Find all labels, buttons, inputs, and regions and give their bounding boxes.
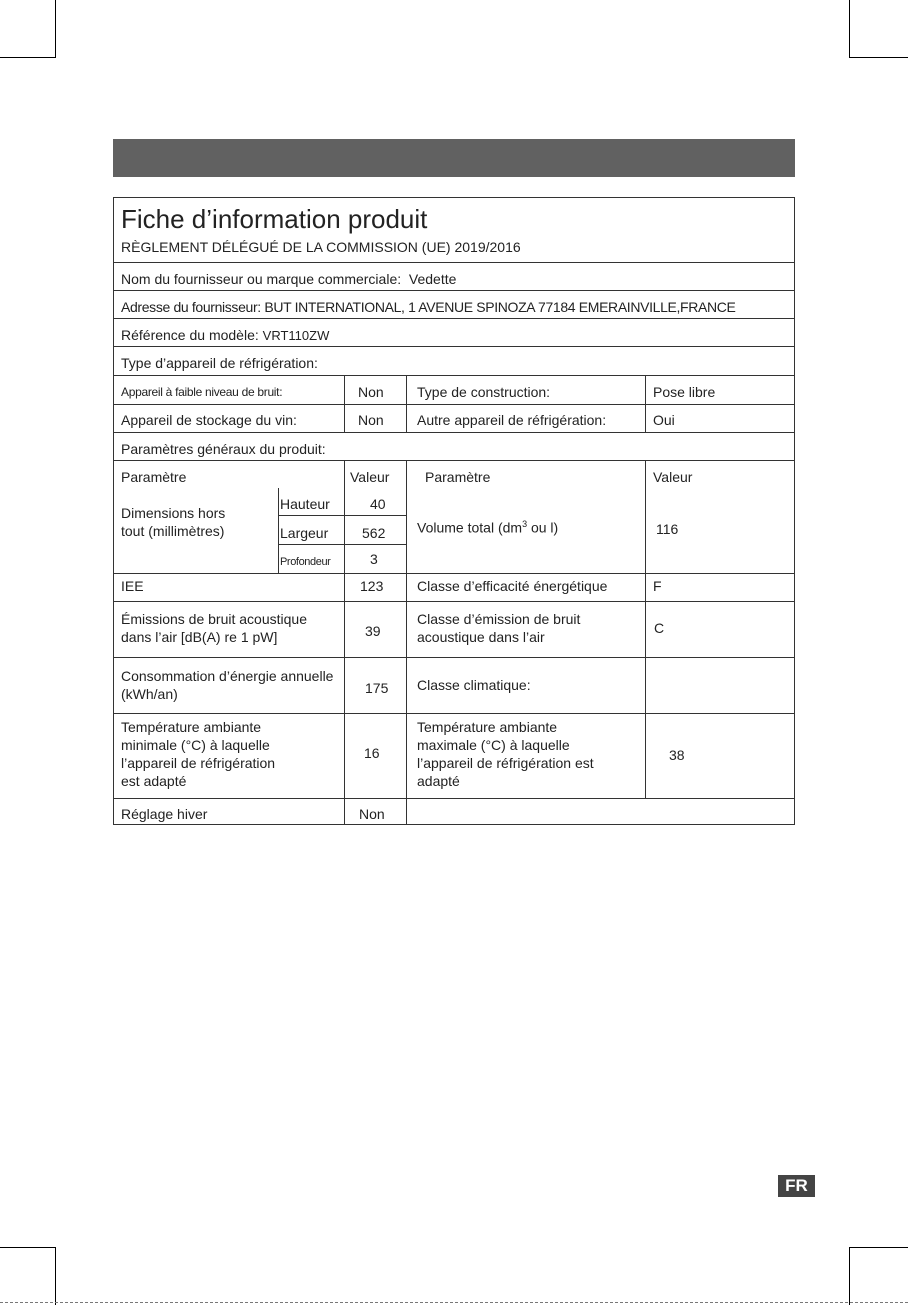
regulation-text: RÈGLEMENT DÉLÉGUÉ DE LA COMMISSION (UE) 2019/2016: [121, 239, 521, 255]
crop-mark-bottom-left-v: [55, 1247, 56, 1305]
depth-label: Profondeur: [280, 556, 331, 568]
rule: [114, 798, 794, 799]
consumption-label: Consommation d’énergie annuelle (kWh/an): [121, 668, 334, 702]
winter-value: Non: [359, 806, 385, 822]
low-noise-value: Non: [358, 384, 384, 400]
crop-mark-top-left-v: [55, 0, 56, 58]
rule: [278, 488, 279, 573]
address-label: Adresse du fournisseur:: [121, 299, 261, 315]
width-label: Largeur: [280, 525, 329, 541]
cut-line: [0, 1302, 908, 1303]
max-temp-value: 38: [669, 747, 685, 763]
winter-label: Réglage hiver: [121, 806, 208, 822]
address-value: BUT INTERNATIONAL, 1 AVENUE SPINOZA 77184 EMERAINVILLE,FRANCE: [264, 299, 736, 315]
supplier-label: Nom du fournisseur ou marque commerciale:: [121, 271, 402, 287]
language-badge: FR: [778, 1175, 815, 1197]
rule: [344, 375, 345, 432]
general-params-label: Paramètres généraux du produit:: [121, 441, 326, 457]
crop-mark-bottom-right-h: [849, 1247, 908, 1248]
volume-label-pre: Volume total (dm: [417, 519, 523, 536]
rule: [114, 432, 794, 433]
model-value: VRT110ZW: [262, 328, 330, 343]
rule: [114, 713, 794, 714]
crop-mark-top-right-v: [849, 0, 850, 58]
iee-label: IEE: [121, 578, 144, 594]
rule: [278, 544, 406, 545]
volume-label-post: ou l): [527, 519, 559, 536]
model-label: Référence du modèle:: [121, 327, 259, 343]
appliance-type-label: Type d’appareil de réfrigération:: [121, 355, 318, 371]
model-row: [121, 326, 329, 345]
address-row: [121, 298, 736, 316]
crop-mark-top-left-h: [0, 57, 56, 58]
energy-class-label: Classe d’efficacité énergétique: [417, 578, 608, 594]
dimensions-label: Dimensions hors tout (millimètres): [121, 505, 226, 539]
climate-label: Classe climatique:: [417, 677, 531, 693]
rule: [114, 346, 794, 347]
noise-class-label: Classe d’émission de bruit acoustique dans l’air: [417, 611, 581, 645]
rule: [114, 601, 794, 602]
noise-label: Émissions de bruit acoustique dans l’air [dB(A) re 1 pW]: [121, 611, 307, 645]
rule: [114, 573, 794, 574]
noise-value: 39: [365, 623, 381, 639]
rule: [114, 262, 794, 263]
supplier-row: [121, 270, 456, 288]
construction-label: Type de construction:: [417, 384, 551, 400]
max-temp-label: Température ambiante maximale (°C) à laquelle l’appareil de réfrigération est adapté: [417, 719, 594, 789]
noise-class-value: C: [654, 620, 665, 636]
rule: [645, 375, 646, 432]
crop-mark-top-right-h: [849, 57, 908, 58]
header-bar: [113, 139, 795, 177]
supplier-value: Vedette: [408, 271, 457, 287]
crop-mark-bottom-right-v: [849, 1247, 850, 1305]
rule: [406, 375, 407, 432]
height-label: Hauteur: [280, 496, 330, 512]
other-value: Oui: [653, 412, 675, 428]
width-value: 562: [362, 525, 386, 541]
iee-value: 123: [360, 578, 384, 594]
col-value-left: Valeur: [350, 469, 390, 485]
rule: [114, 318, 794, 319]
rule: [645, 460, 646, 798]
col-value-right: Valeur: [653, 469, 693, 485]
col-param-right: Paramètre: [425, 469, 491, 485]
min-temp-label: Température ambiante minimale (°C) à laquelle l’appareil de réfrigération est adapté: [121, 719, 276, 789]
wine-label: Appareil de stockage du vin:: [121, 412, 297, 428]
product-information-sheet: [113, 197, 795, 825]
rule: [344, 460, 345, 825]
consumption-value: 175: [365, 680, 389, 696]
crop-mark-bottom-left-h: [0, 1247, 56, 1248]
wine-value: Non: [358, 412, 384, 428]
energy-class-value: F: [653, 578, 662, 594]
rule: [114, 375, 794, 376]
rule: [114, 290, 794, 291]
sheet-title: Fiche d’information produit: [121, 204, 428, 234]
height-value: 40: [370, 496, 386, 512]
other-label: Autre appareil de réfrigération:: [417, 412, 607, 428]
rule: [114, 657, 794, 658]
volume-label: [417, 515, 558, 537]
rule: [114, 460, 794, 461]
rule: [278, 515, 406, 516]
col-param-left: Paramètre: [121, 469, 187, 485]
min-temp-value: 16: [364, 745, 380, 761]
depth-value: 3: [370, 551, 378, 567]
construction-value: Pose libre: [653, 384, 716, 400]
rule: [406, 460, 407, 825]
volume-value: 116: [656, 521, 679, 537]
rule: [114, 404, 794, 405]
volume-label-sup: 3: [522, 519, 528, 529]
low-noise-label: Appareil à faible niveau de bruit:: [121, 385, 283, 399]
